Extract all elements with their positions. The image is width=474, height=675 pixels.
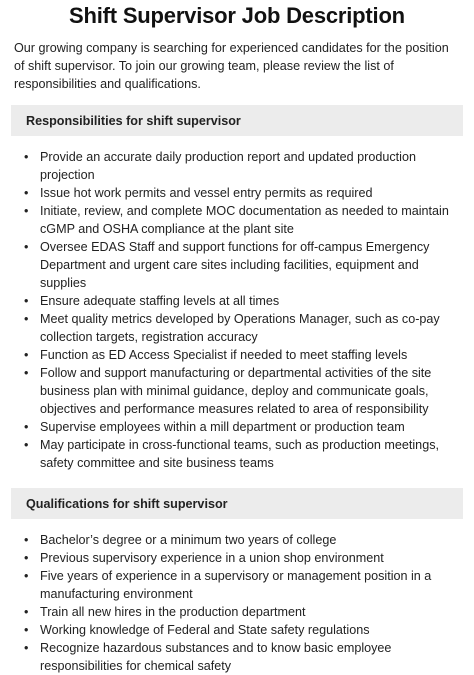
bullet-icon: •	[24, 641, 29, 655]
qualifications-heading: Qualifications for shift supervisor	[11, 488, 463, 519]
bullet-icon: •	[24, 551, 29, 565]
list-item	[22, 418, 462, 436]
list-item-text: Train all new hires in the production department	[40, 605, 306, 619]
list-item-text: Initiate, review, and complete MOC documentation as needed to maintain cGMP and OSHA compliance at the plant site	[40, 204, 449, 236]
list-item	[22, 202, 462, 238]
bullet-icon: •	[24, 186, 29, 200]
bullet-icon: •	[24, 294, 29, 308]
list-item-text: Five years of experience in a supervisory or management position in a manufacturing environment	[40, 569, 432, 601]
list-item-text: Provide an accurate daily production report and updated production projection	[40, 150, 416, 182]
list-item-text: Oversee EDAS Staff and support functions for off-campus Emergency Department and urgent care sites including facilities, equipment and supplies	[40, 240, 430, 290]
list-item-text: Meet quality metrics developed by Operations Manager, such as co-pay collection targets, registration accuracy	[40, 312, 440, 344]
bullet-icon: •	[24, 366, 29, 380]
list-item-text: Previous supervisory experience in a union shop environment	[40, 551, 384, 565]
list-item-text: Ensure adequate staffing levels at all times	[40, 294, 280, 308]
list-item-text: Working knowledge of Federal and State safety regulations	[40, 623, 370, 637]
list-item	[22, 310, 462, 346]
list-item	[22, 621, 462, 639]
bullet-icon: •	[24, 533, 29, 547]
list-item	[22, 603, 462, 621]
responsibilities-heading: Responsibilities for shift supervisor	[11, 105, 463, 136]
page-title: Shift Supervisor Job Description	[69, 3, 405, 28]
bullet-icon: •	[24, 312, 29, 326]
bullet-icon: •	[24, 605, 29, 619]
list-item	[22, 364, 462, 418]
list-item	[22, 639, 462, 675]
bullet-icon: •	[24, 438, 29, 452]
bullet-icon: •	[24, 420, 29, 434]
list-item-text: Function as ED Access Specialist if needed to meet staffing levels	[40, 348, 408, 362]
list-item-text: Supervise employees within a mill department or production team	[40, 420, 405, 434]
list-item-text: Recognize hazardous substances and to know basic employee responsibilities for chemical safety	[40, 641, 392, 673]
list-item-text: Bachelor’s degree or a minimum two years of college	[40, 533, 337, 547]
list-item	[22, 346, 462, 364]
list-item	[22, 436, 462, 472]
bullet-icon: •	[24, 240, 29, 254]
list-item-text: Issue hot work permits and vessel entry permits as required	[40, 186, 373, 200]
intro-paragraph: Our growing company is searching for experienced candidates for the position of shift supervisor. To join our growing team, please review the list of responsibilities and qualifications.	[14, 41, 449, 91]
list-item	[22, 184, 462, 202]
list-item	[22, 238, 462, 292]
qualifications-list	[22, 531, 462, 675]
list-item-text: May participate in cross-functional teams, such as production meetings, safety committee and site business teams	[40, 438, 439, 470]
list-item-text: Follow and support manufacturing or departmental activities of the site business plan with minimal guidance, deploy and communicate goals, objectives and performance measures related to area of responsibility	[40, 366, 432, 416]
bullet-icon: •	[24, 204, 29, 218]
bullet-icon: •	[24, 569, 29, 583]
bullet-icon: •	[24, 348, 29, 362]
list-item	[22, 549, 462, 567]
list-item	[22, 148, 462, 184]
bullet-icon: •	[24, 623, 29, 637]
list-item	[22, 567, 462, 603]
bullet-icon: •	[24, 150, 29, 164]
responsibilities-list	[22, 148, 462, 472]
list-item	[22, 531, 462, 549]
list-item	[22, 292, 462, 310]
